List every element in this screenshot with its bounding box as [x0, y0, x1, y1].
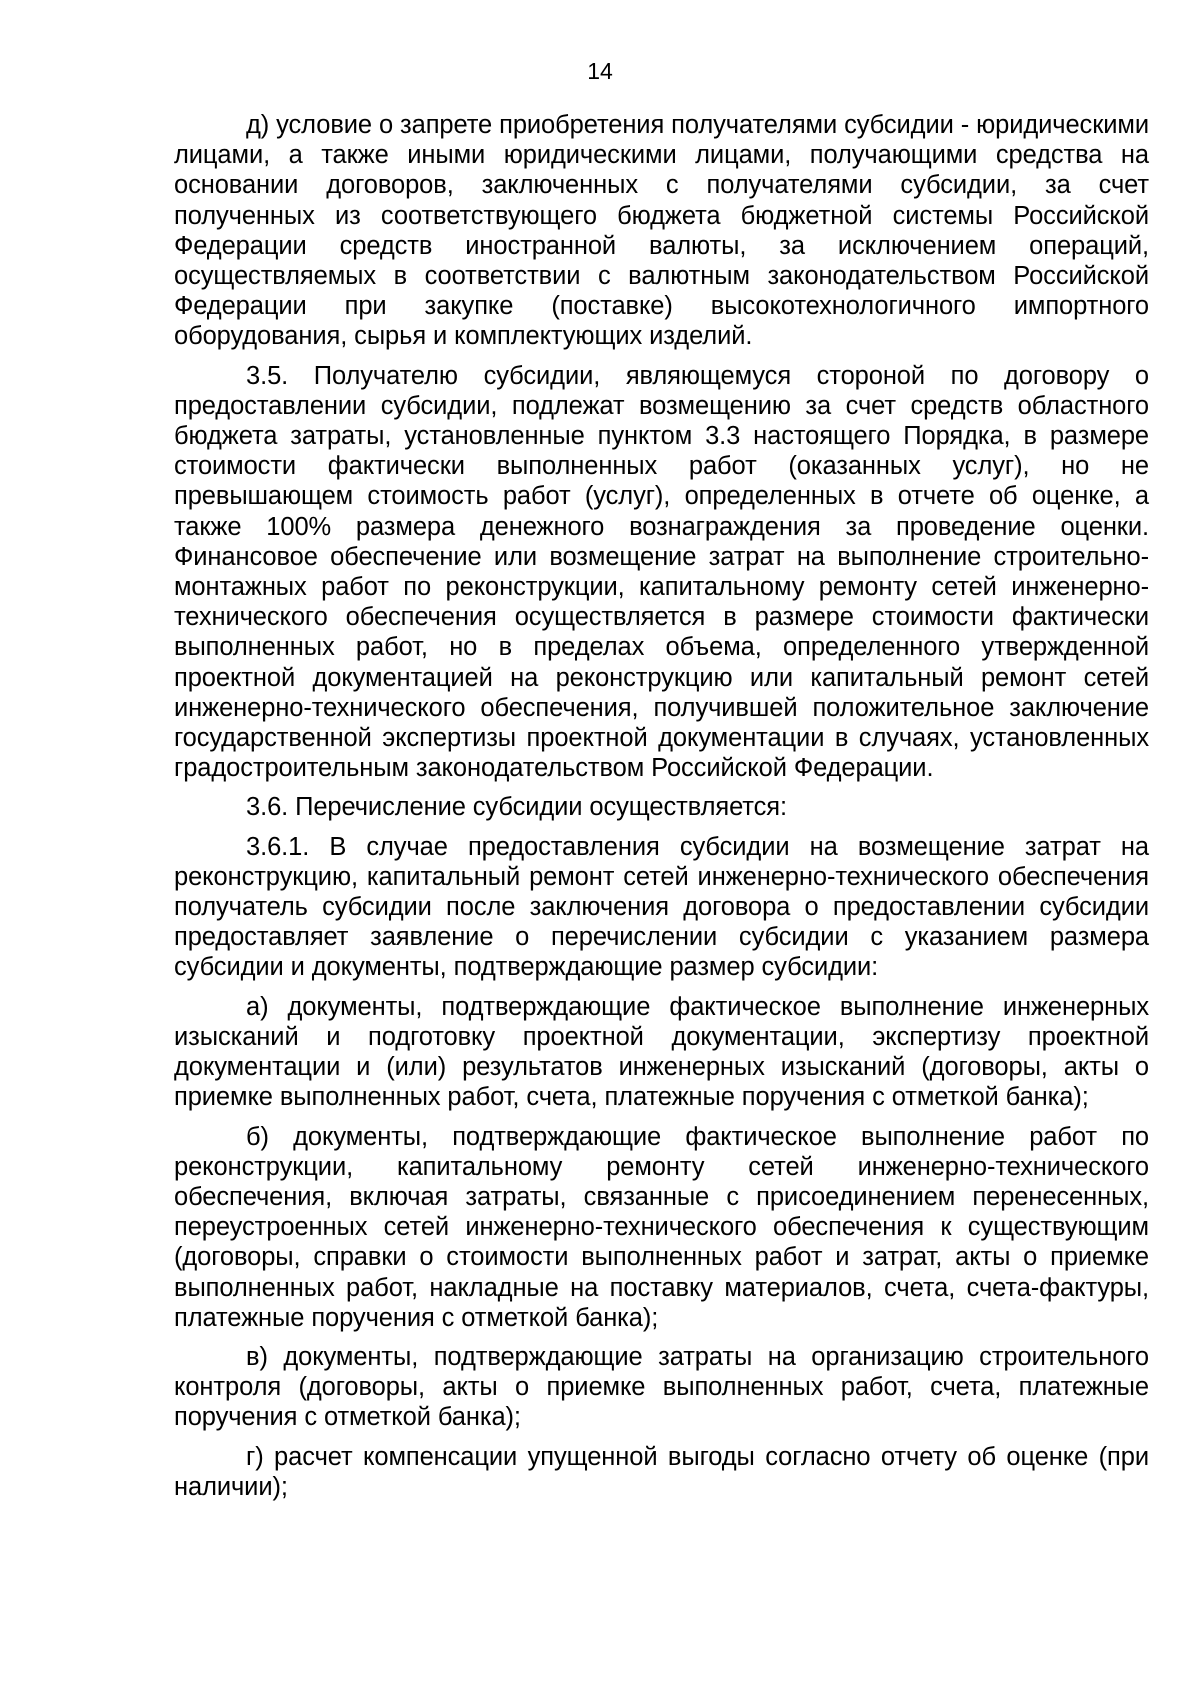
document-body — [174, 110, 1149, 1511]
paragraph-3-6-transfer: 3.6. Перечисление субсидии осуществляется: — [246, 793, 787, 822]
paragraph-v-construction-control: в) документы, подтверждающие затраты на организацию строительного контроля (договоры, акты о приемке выполненных работ, счета, платежные поручения с отметкой банка); — [174, 1342, 1149, 1432]
paragraph-a-surveys-documents: а) документы, подтверждающие фактическое выполнение инженерных изысканий и подготовку проектной документации, экспертизу проектной документации и (или) результатов инженерных изысканий (договоры, акты о приемке выполненных работ, счета, платежные поручения с отметкой банка); — [174, 992, 1149, 1112]
paragraph-3-6-1-application: 3.6.1. В случае предоставления субсидии на возмещение затрат на реконструкцию, капитальный ремонт сетей инженерно-технического обеспечения получатель субсидии после заключения договора о предоставлении субсидии предоставляет заявление о перечислении субсидии с указанием размера субсидии и документы, подтверждающие размер субсидии: — [174, 832, 1149, 982]
paragraph-g-lost-profit: г) расчет компенсации упущенной выгоды согласно отчету об оценке (при наличии); — [174, 1442, 1149, 1501]
paragraph-b-reconstruction-documents: б) документы, подтверждающие фактическое выполнение работ по реконструкции, капитальному ремонту сетей инженерно-технического обеспечения, включая затраты, связанные с присоединением перенесенных, переустроенных сетей инженерно-технического обеспечения к существующим (договоры, справки о стоимости выполненных работ и затрат, акты о приемке выполненных работ, накладные на поставку материалов, счета, счета-фактуры, платежные поручения с отметкой банка); — [174, 1122, 1149, 1332]
page-number: 14 — [587, 58, 613, 84]
paragraph-3-5-reimbursement: 3.5. Получателю субсидии, являющемуся стороной по договору о предоставлении субсидии, подлежат возмещению за счет средств областного бюджета затраты, установленные пунктом 3.3 настоящего Порядка, в размере стоимости фактически выполненных работ (оказанных услуг), но не превышающем стоимость работ (услуг), определенных в отчете об оценке, а также 100% размера денежного вознаграждения за проведение оценки. Финансовое обеспечение или возмещение затрат на выполнение строительно-монтажных работ по реконструкции, капитальному ремонту сетей инженерно-технического обеспечения осуществляется в размере стоимости фактически выполненных работ, но в пределах объема, определенного утвержденной проектной документацией на реконструкцию или капитальный ремонт сетей инженерно-технического обеспечения, получившей положительное заключение государственной экспертизы проектной документации в случаях, установленных градостроительным законодательством Российской Федерации. — [174, 361, 1149, 783]
paragraph-d-currency-prohibition: д) условие о запрете приобретения получателями субсидии - юридическими лицами, а также иными юридическими лицами, получающими средства на основании договоров, заключенных с получателями субсидии, за счет полученных из соответствующего бюджета бюджетной системы Российской Федерации средств иностранной валюты, за исключением операций, осуществляемых в соответствии с валютным законодательством Российской Федерации при закупке (поставке) высокотехнологичного импортного оборудования, сырья и комплектующих изделий. — [174, 111, 1149, 351]
